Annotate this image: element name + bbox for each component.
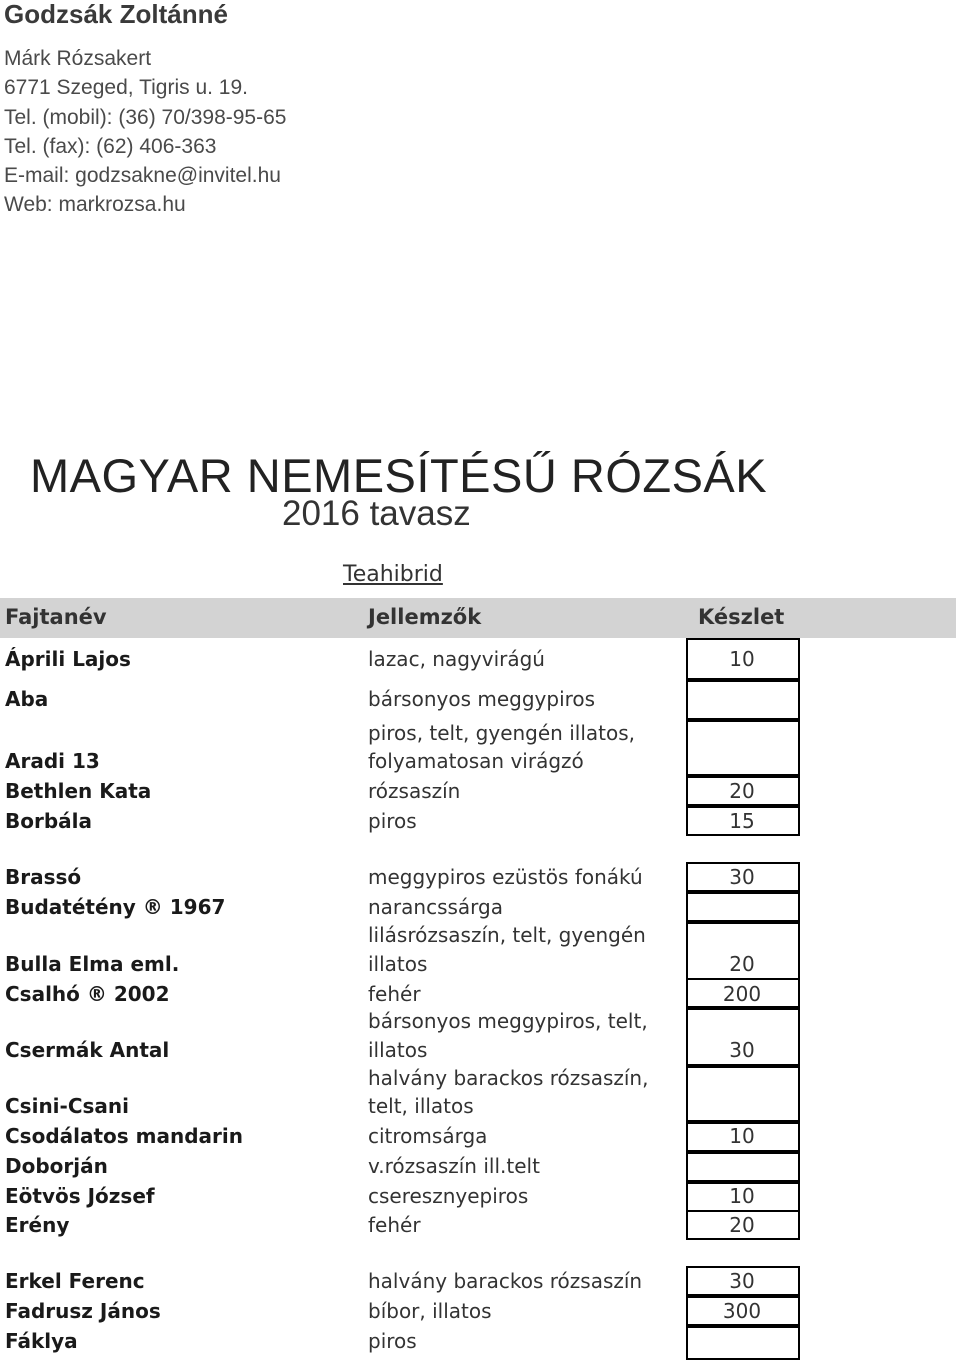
contact-block	[4, 0, 286, 220]
rose-name: Budatétény ® 1967	[5, 895, 226, 919]
contact-line-business: Márk Rózsakert	[4, 47, 152, 70]
rose-stock: 20	[729, 952, 755, 976]
rose-name: Áprili Lajos	[5, 647, 131, 671]
catalog-title: MAGYAR NEMESÍTÉSŰ RÓZSÁK	[30, 449, 768, 502]
rose-traits: lilásrózsaszín, telt, gyengén	[368, 923, 646, 947]
rose-name: Borbála	[5, 809, 93, 833]
rose-stock: 10	[729, 1184, 755, 1208]
rose-traits: illatos	[368, 1038, 428, 1062]
rose-traits: illatos	[368, 952, 428, 976]
rose-name: Csini-Csani	[5, 1094, 130, 1118]
rose-name: Aba	[5, 687, 49, 711]
rose-name: Eötvös József	[5, 1184, 155, 1208]
contact-line-web: Web: markrozsa.hu	[4, 193, 186, 217]
rose-traits: meggypiros ezüstös fonákú	[368, 865, 643, 889]
stock-box	[686, 1326, 800, 1360]
rose-traits: fehér	[368, 982, 421, 1006]
rose-name: Bethlen Kata	[5, 779, 152, 803]
contact-line-mobile: Tel. (mobil): (36) 70/398-95-65	[4, 105, 287, 129]
section-heading: Teahibrid	[343, 562, 443, 587]
rose-traits: piros	[368, 809, 417, 833]
stock-box	[686, 1066, 800, 1122]
rose-name: Csalhó ® 2002	[5, 982, 170, 1006]
contact-line-address: 6771 Szeged, Tigris u. 19.	[4, 76, 248, 100]
rose-traits: folyamatosan virágzó	[368, 749, 584, 773]
rose-name: Aradi 13	[5, 749, 100, 773]
header-stock: Készlet	[698, 605, 785, 629]
rose-stock: 10	[729, 1124, 755, 1148]
rose-stock: 20	[729, 779, 755, 803]
rose-traits: telt, illatos	[368, 1094, 474, 1118]
rose-name: Csodálatos mandarin	[5, 1124, 243, 1148]
rose-traits: bíbor, illatos	[368, 1299, 492, 1323]
rose-traits: cseresznyepiros	[368, 1184, 529, 1208]
rose-traits: citromsárga	[368, 1124, 488, 1148]
rose-traits: halvány barackos rózsaszín,	[368, 1066, 649, 1090]
rose-name: Erkel Ferenc	[5, 1269, 145, 1293]
stock-box	[686, 720, 800, 776]
rose-traits: rózsaszín	[368, 779, 461, 803]
rose-traits: bársonyos meggypiros	[368, 687, 596, 711]
rose-stock: 10	[729, 647, 755, 671]
rose-traits: fehér	[368, 1213, 421, 1237]
rose-name: Bulla Elma eml.	[5, 952, 180, 976]
seller-name: Godzsák Zoltánné	[4, 0, 228, 29]
rose-stock: 20	[729, 1213, 755, 1237]
catalog-subtitle: 2016 tavasz	[282, 494, 471, 533]
stock-box	[686, 680, 800, 720]
rose-traits: v.rózsaszín ill.telt	[368, 1154, 540, 1178]
rose-stock: 15	[729, 809, 755, 833]
rose-traits: halvány barackos rózsaszín	[368, 1269, 643, 1293]
rose-stock: 200	[722, 982, 762, 1006]
rose-name: Fadrusz János	[5, 1299, 161, 1323]
rose-name: Fáklya	[5, 1329, 78, 1353]
stock-box	[686, 892, 800, 922]
rose-stock: 300	[722, 1299, 762, 1323]
rose-name: Erény	[5, 1213, 70, 1237]
rose-traits: bársonyos meggypiros, telt,	[368, 1009, 648, 1033]
rose-name: Csermák Antal	[5, 1038, 170, 1062]
rose-name: Brassó	[5, 865, 82, 889]
contact-line-fax: Tel. (fax): (62) 406-363	[4, 134, 217, 158]
rose-traits: piros, telt, gyengén illatos,	[368, 721, 635, 745]
rose-name: Doborján	[5, 1154, 108, 1178]
rose-stock: 30	[729, 1269, 755, 1293]
rose-traits: lazac, nagyvirágú	[368, 647, 545, 671]
contact-line-email: E-mail: godzsakne@invitel.hu	[4, 164, 281, 188]
rose-stock: 30	[729, 865, 755, 889]
rose-stock: 30	[729, 1038, 755, 1062]
rose-traits: narancssárga	[368, 895, 503, 919]
header-name: Fajtanév	[5, 605, 107, 629]
stock-box	[686, 1152, 800, 1182]
rose-traits: piros	[368, 1329, 417, 1353]
header-traits: Jellemzők	[368, 605, 482, 629]
